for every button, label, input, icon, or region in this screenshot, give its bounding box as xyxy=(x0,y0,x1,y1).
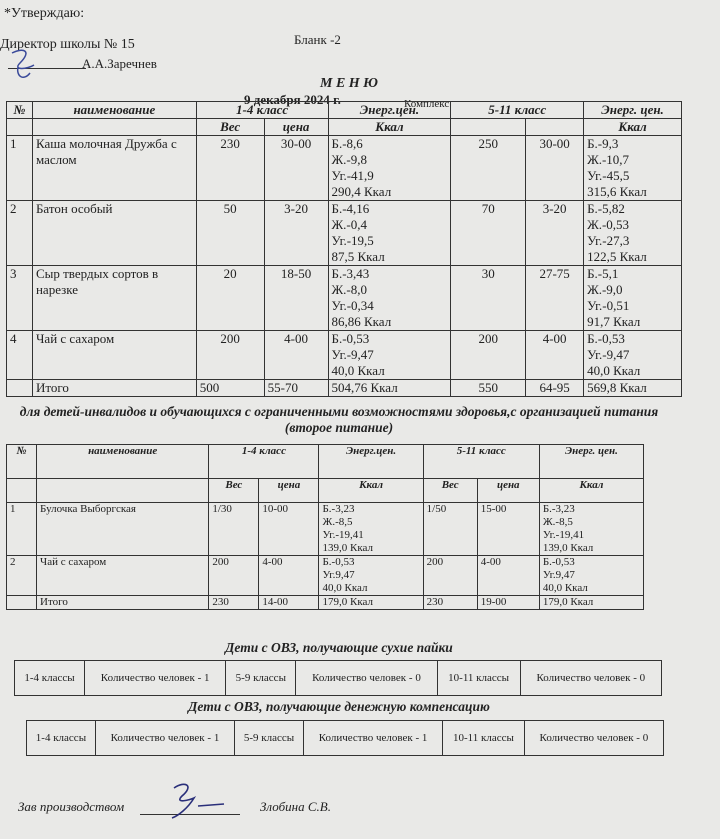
col-kcal-2: Ккал xyxy=(584,119,682,136)
energy-1 xyxy=(319,503,423,556)
dry-count-1-4: Количество человек - 1 xyxy=(84,661,225,696)
total-price-2: 64-95 xyxy=(526,380,584,397)
total-weight-2: 550 xyxy=(451,380,526,397)
energy-2 xyxy=(539,556,643,596)
energy-line: 40,0 Ккал xyxy=(542,582,588,594)
dish-name: Чай с сахаром xyxy=(32,331,196,380)
total-weight-1: 500 xyxy=(196,380,264,397)
weight-1: 50 xyxy=(196,201,264,266)
energy-line: Б.-9,3 xyxy=(587,136,619,151)
dish-name: Сыр твердых сортов в нарезке xyxy=(32,266,196,331)
energy-line: 91,7 Ккал xyxy=(587,314,641,329)
row-number: 1 xyxy=(7,136,33,201)
energy-line: 40,0 Ккал xyxy=(322,582,368,594)
total2-price-2: 19-00 xyxy=(477,596,539,610)
col2-name: наименование xyxy=(37,445,209,479)
table-row xyxy=(7,266,682,331)
weight-2: 30 xyxy=(451,266,526,331)
energy-line: Б.-0,53 xyxy=(322,556,355,568)
col-price: цена xyxy=(264,119,328,136)
row-number: 1 xyxy=(7,503,37,556)
price-1: 4-00 xyxy=(259,556,319,596)
col-num: № xyxy=(7,102,33,119)
table-row xyxy=(7,503,644,556)
energy-line: Б.-3,23 xyxy=(322,503,355,515)
col2-group-1-4: 1-4 класс xyxy=(209,445,319,479)
footer-name: Злобина С.В. xyxy=(260,799,331,814)
weight-1: 200 xyxy=(209,556,259,596)
row-number: 3 xyxy=(7,266,33,331)
energy-line: Б.-3,23 xyxy=(542,503,575,515)
table-row xyxy=(7,556,644,596)
col2-price-1: цена xyxy=(259,479,319,503)
section3-title: Дети с ОВЗ, получающие сухие пайки xyxy=(225,640,453,655)
table-row xyxy=(7,331,682,380)
comp-count-1-4: Количество человек - 1 xyxy=(95,721,234,756)
energy-line: Ж.-8,5 xyxy=(542,516,573,528)
price-1: 10-00 xyxy=(259,503,319,556)
table2-total-row xyxy=(7,596,644,610)
energy-2 xyxy=(539,503,643,556)
price-2: 4-00 xyxy=(477,556,539,596)
price-2: 30-00 xyxy=(526,136,584,201)
total-price-1: 55-70 xyxy=(264,380,328,397)
total2-weight-2: 230 xyxy=(423,596,477,610)
energy-line: 139,0 Ккал xyxy=(322,542,373,554)
energy-line: Уг.-9,47 xyxy=(587,347,630,362)
energy-line: Ж.-8,5 xyxy=(322,516,353,528)
table-total-row xyxy=(7,380,682,397)
table-row xyxy=(7,201,682,266)
energy-1 xyxy=(328,266,451,331)
comp-count-5-9: Количество человек - 1 xyxy=(303,721,442,756)
dry-count-10-11: Количество человек - 0 xyxy=(520,661,661,696)
col2-energy-1: Энерг.цен. xyxy=(319,445,423,479)
dry-grade-1-4: 1-4 классы xyxy=(15,661,85,696)
total2-energy-1: 179,0 Ккал xyxy=(319,596,423,610)
col2-group-5-11: 5-11 класс xyxy=(423,445,539,479)
total2-energy-2: 179,0 Ккал xyxy=(539,596,643,610)
weight-1: 1/30 xyxy=(209,503,259,556)
col2-weight-2: Вес xyxy=(423,479,477,503)
energy-2 xyxy=(584,201,682,266)
section4-title: Дети с ОВЗ, получающие денежную компенсацию xyxy=(188,699,490,714)
section2-title: для детей-инвалидов и обучающихся с ограниченными возможностями здоровья,с организацией питания (второе питание) xyxy=(19,404,659,435)
col-kcal-1: Ккал xyxy=(328,119,451,136)
energy-line: Б.-0,53 xyxy=(331,331,370,346)
col2-energy-2: Энерг. цен. xyxy=(539,445,643,479)
price-2: 15-00 xyxy=(477,503,539,556)
col-group-5-11: 5-11 класс xyxy=(451,102,584,119)
energy-line: Уг.-19,5 xyxy=(331,233,374,248)
col-weight: Вес xyxy=(196,119,264,136)
compensation-table xyxy=(26,720,664,756)
energy-line: Б.-5,1 xyxy=(587,266,619,281)
energy-line: 139,0 Ккал xyxy=(542,542,594,554)
energy-line: 40,0 Ккал xyxy=(331,363,385,378)
energy-line: 122,5 Ккал xyxy=(587,249,647,264)
dish-name: Чай с сахаром xyxy=(37,556,209,596)
col2-weight-1: Вес xyxy=(209,479,259,503)
energy-line: Б.-4,16 xyxy=(331,201,370,216)
total-energy-2: 569,8 Ккал xyxy=(584,380,682,397)
weight-2: 70 xyxy=(451,201,526,266)
total2-price-1: 14-00 xyxy=(259,596,319,610)
energy-1 xyxy=(319,556,423,596)
energy-1 xyxy=(328,201,451,266)
energy-2 xyxy=(584,136,682,201)
energy-line: Б.-0,53 xyxy=(587,331,625,346)
energy-line: Уг.-9,47 xyxy=(331,347,374,362)
energy-line: Ж.-10,7 xyxy=(587,152,630,167)
total-label: Итого xyxy=(32,380,196,397)
energy-line: Уг.-41,9 xyxy=(331,168,374,183)
energy-1 xyxy=(328,136,451,201)
price-1: 30-00 xyxy=(264,136,328,201)
main-menu-table xyxy=(6,101,682,397)
energy-line: Уг.9,47 xyxy=(322,569,355,581)
energy-line: 40,0 Ккал xyxy=(587,363,641,378)
dry-grade-5-9: 5-9 классы xyxy=(226,661,296,696)
energy-line: Ж.-0,53 xyxy=(587,217,630,232)
price-2: 27-75 xyxy=(526,266,584,331)
energy-1 xyxy=(328,331,451,380)
form-label: Бланк -2 xyxy=(294,32,341,47)
total2-weight-1: 230 xyxy=(209,596,259,610)
energy-line: Уг.-19,41 xyxy=(542,529,585,541)
col2-num: № xyxy=(7,445,37,479)
dry-rations-table xyxy=(14,660,662,696)
weight-2: 200 xyxy=(423,556,477,596)
energy-line: 290,4 Ккал xyxy=(331,184,392,199)
weight-1: 200 xyxy=(196,331,264,380)
energy-line: Ж.-8,0 xyxy=(331,282,367,297)
energy-line: Ж.-9,0 xyxy=(587,282,623,297)
energy-line: Ж.-0,4 xyxy=(331,217,367,232)
dish-name: Каша молочная Дружба с маслом xyxy=(32,136,196,201)
price-1: 3-20 xyxy=(264,201,328,266)
footer-role: Зав производством xyxy=(18,799,125,814)
energy-line: 86,86 Ккал xyxy=(331,314,392,329)
comp-grade-5-9: 5-9 классы xyxy=(235,721,304,756)
table-row xyxy=(7,136,682,201)
row-number: 4 xyxy=(7,331,33,380)
row-number: 2 xyxy=(7,556,37,596)
comp-grade-1-4: 1-4 классы xyxy=(27,721,96,756)
energy-2 xyxy=(584,266,682,331)
menu-title: М Е Н Ю xyxy=(320,76,378,91)
weight-2: 1/50 xyxy=(423,503,477,556)
second-meal-table xyxy=(6,444,644,610)
energy-line: Уг.-27,3 xyxy=(587,233,630,248)
energy-2 xyxy=(584,331,682,380)
price-1: 18-50 xyxy=(264,266,328,331)
director-name: А.А.Заречнев xyxy=(82,56,157,71)
price-2: 4-00 xyxy=(526,331,584,380)
weight-2: 250 xyxy=(451,136,526,201)
energy-line: Ж.-9,8 xyxy=(331,152,367,167)
dish-name: Булочка Выборгская xyxy=(37,503,209,556)
approve-label: *Утверждаю: xyxy=(4,6,85,21)
comp-grade-10-11: 10-11 классы xyxy=(443,721,525,756)
col2-kcal-2: Ккал xyxy=(539,479,643,503)
energy-line: Уг.9,47 xyxy=(542,569,575,581)
weight-1: 20 xyxy=(196,266,264,331)
row-number: 2 xyxy=(7,201,33,266)
energy-line: Уг.-45,5 xyxy=(587,168,630,183)
menu-date: 9 декабря 2024 г. xyxy=(244,92,341,107)
col2-kcal-1: Ккал xyxy=(319,479,423,503)
comp-count-10-11: Количество человек - 0 xyxy=(524,721,663,756)
energy-line: Уг.-19,41 xyxy=(322,529,364,541)
dry-grade-10-11: 10-11 классы xyxy=(437,661,520,696)
complex-label: Комплекс xyxy=(404,98,450,110)
total2-label: Итого xyxy=(37,596,209,610)
dry-count-5-9: Количество человек - 0 xyxy=(296,661,437,696)
energy-line: 87,5 Ккал xyxy=(331,249,385,264)
energy-line: Уг.-0,51 xyxy=(587,298,630,313)
director-label: Директор школы № 15 xyxy=(0,37,135,52)
dish-name: Батон особый xyxy=(32,201,196,266)
energy-line: 315,6 Ккал xyxy=(587,184,647,199)
col-energy-2: Энерг. цен. xyxy=(584,102,682,119)
total-energy-1: 504,76 Ккал xyxy=(328,380,451,397)
weight-1: 230 xyxy=(196,136,264,201)
col2-price-2: цена xyxy=(477,479,539,503)
footer-signature xyxy=(168,778,228,822)
col-group-1-4: 1-4 класс xyxy=(196,102,328,119)
col-name: наименование xyxy=(32,102,196,119)
energy-line: Б.-8,6 xyxy=(331,136,363,151)
energy-line: Б.-5,82 xyxy=(587,201,625,216)
col-energy-1: Энерг.цен. xyxy=(328,102,451,119)
energy-line: Уг.-0,34 xyxy=(331,298,374,313)
director-signature xyxy=(4,45,44,85)
weight-2: 200 xyxy=(451,331,526,380)
energy-line: Б.-0,53 xyxy=(542,556,575,568)
price-1: 4-00 xyxy=(264,331,328,380)
price-2: 3-20 xyxy=(526,201,584,266)
energy-line: Б.-3,43 xyxy=(331,266,370,281)
